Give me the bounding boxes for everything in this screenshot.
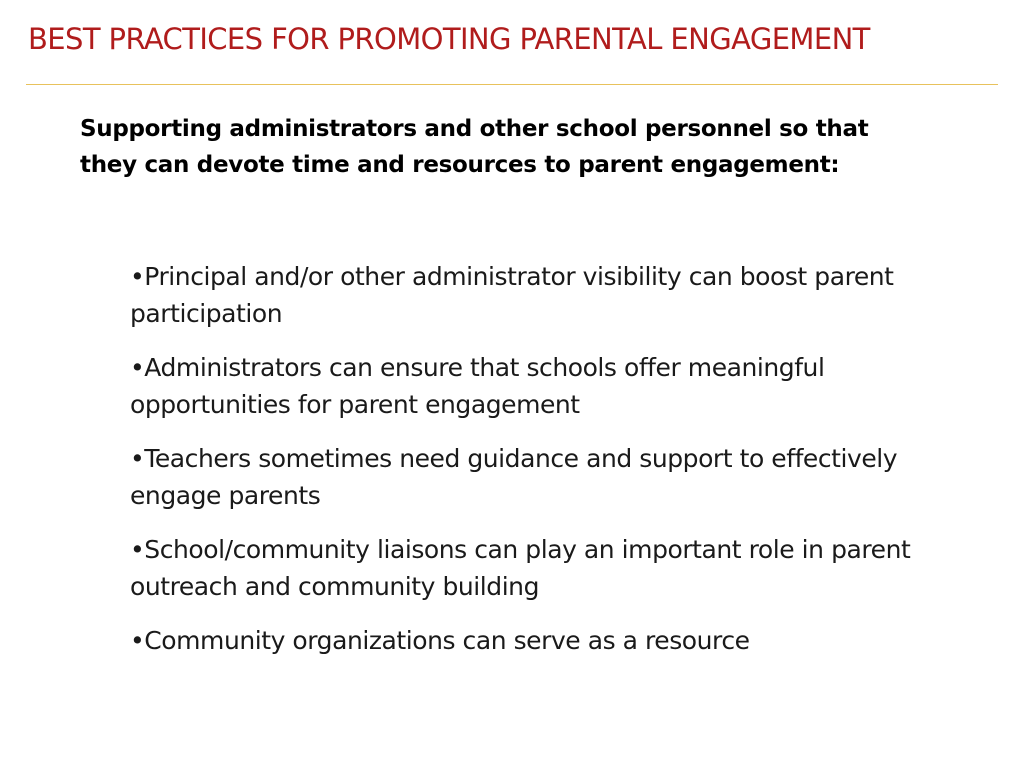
bullet-item (130, 258, 920, 332)
bullet-icon: • (130, 444, 145, 473)
slide-subheading: Supporting administrators and other school personnel so that they can devote time and resources to parent engagement: (80, 116, 869, 178)
bullet-item (130, 440, 920, 514)
bullet-item (130, 349, 920, 423)
bullet-icon: • (130, 353, 145, 382)
bullet-item (130, 622, 920, 659)
bullet-text: Community organizations can serve as a resource (144, 626, 750, 655)
bullet-text: School/community liaisons can play an important role in parent outreach and community building (130, 535, 911, 601)
slide-title: BEST PRACTICES FOR PROMOTING PARENTAL ENGAGEMENT (28, 22, 870, 56)
bullet-text: Teachers sometimes need guidance and support to effectively engage parents (130, 444, 898, 510)
title-divider (26, 84, 998, 85)
bullet-text: Administrators can ensure that schools offer meaningful opportunities for parent engagement (130, 353, 825, 419)
bullet-icon: • (130, 262, 145, 291)
bullet-item (130, 531, 920, 605)
bullet-list (130, 258, 920, 676)
bullet-icon: • (130, 535, 145, 564)
bullet-icon: • (130, 626, 145, 655)
bullet-text: Principal and/or other administrator visibility can boost parent participation (130, 262, 894, 328)
